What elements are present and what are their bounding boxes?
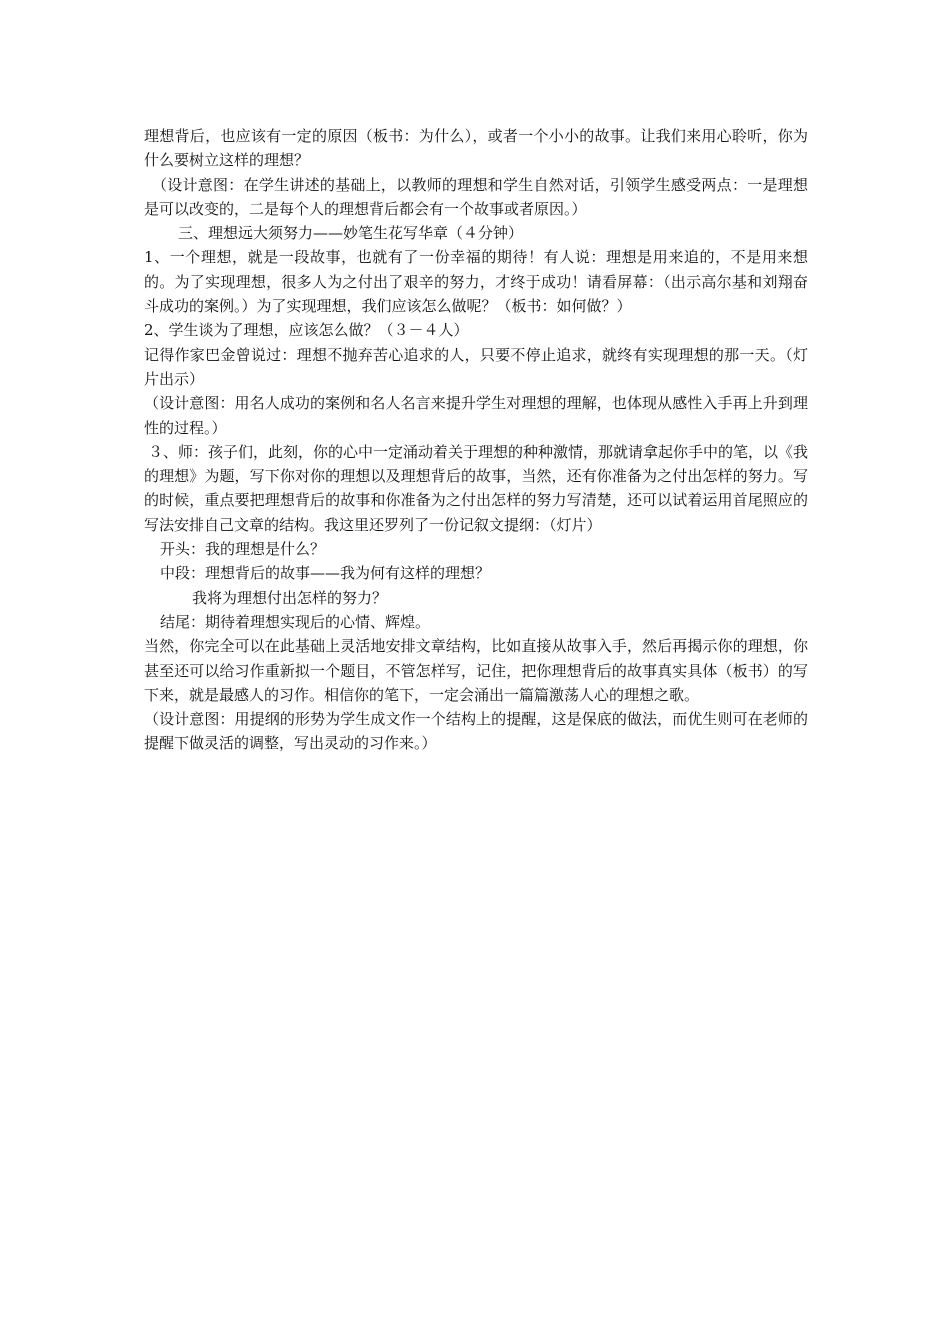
paragraph-step-1: 1、一个理想，就是一段故事，也就有了一份幸福的期待！有人说：理想是用来追的，不是用来想的。为了实现理想，很多人为之付出了艰辛的努力，才终于成功！请看屏幕：（出示高尔基和刘翔奋斗成功的案例。）为了实现理想，我们应该怎么做呢？（板书：如何做？）: [144, 248, 808, 316]
paragraph-design-intent-2: （设计意图：用名人成功的案例和名人名言来提升学生对理想的理解，也体现从感性入手再上升到理性的过程。）: [144, 394, 808, 437]
section-heading-3: 三、理想远大须努力——妙笔生花写华章（４分钟）: [178, 224, 524, 243]
paragraph-step-3: ３、师：孩子们，此刻，你的心中一定涌动着关于理想的种种激情，那就请拿起你手中的笔，以《我的理想》为题，写下你对你的理想以及理想背后的故事，当然，还有你准备为之付出怎样的努力。写的时候，重点要把理想背后的故事和你准备为之付出怎样的努力写清楚，还可以试着运用首尾照应的写法安排自己文章的结构。我这里还罗列了一份记叙文提纲：（灯片）: [144, 442, 809, 534]
outline-opening: 开头：我的理想是什么？: [160, 540, 326, 559]
paragraph-design-intent-1: （设计意图：在学生讲述的基础上，以教师的理想和学生自然对话，引领学生感受两点：一是理想是可以改变的，二是每个人的理想背后都会有一个故事或者原因。）: [144, 175, 808, 218]
document-body: [144, 124, 808, 756]
paragraph-quote: 记得作家巴金曾说过：理想不抛弃苦心追求的人，只要不停止追求，就终有实现理想的那一天。（灯片出示）: [144, 345, 808, 388]
outline-middle: 中段：理想背后的故事——我为何有这样的理想？: [160, 564, 491, 583]
paragraph-flexibility: 当然，你完全可以在此基础上灵活地安排文章结构，比如直接从故事入手，然后再揭示你的理想，你甚至还可以给习作重新拟一个题目，不管怎样写，记住，把你理想背后的故事真实具体（板书）的写下来，就是最感人的习作。相信你的笔下，一定会涌出一篇篇激荡人心的理想之歌。: [144, 637, 808, 704]
paragraph-design-intent-3: （设计意图：用提纲的形势为学生成文作一个结构上的提醒，这是保底的做法，而优生则可在老师的提醒下做灵活的调整，写出灵动的习作来。）: [144, 710, 808, 753]
outline-middle-2: 我将为理想付出怎样的努力？: [192, 588, 388, 607]
paragraph-intro: 理想背后，也应该有一定的原因（板书：为什么），或者一个小小的故事。让我们来用心聆听，你为什么要树立这样的理想？: [144, 127, 808, 170]
outline-ending: 结尾：期待着理想实现后的心情、辉煌。: [160, 612, 431, 631]
paragraph-step-2: 2、学生谈为了理想，应该怎么做？（３－４人）: [144, 321, 469, 340]
